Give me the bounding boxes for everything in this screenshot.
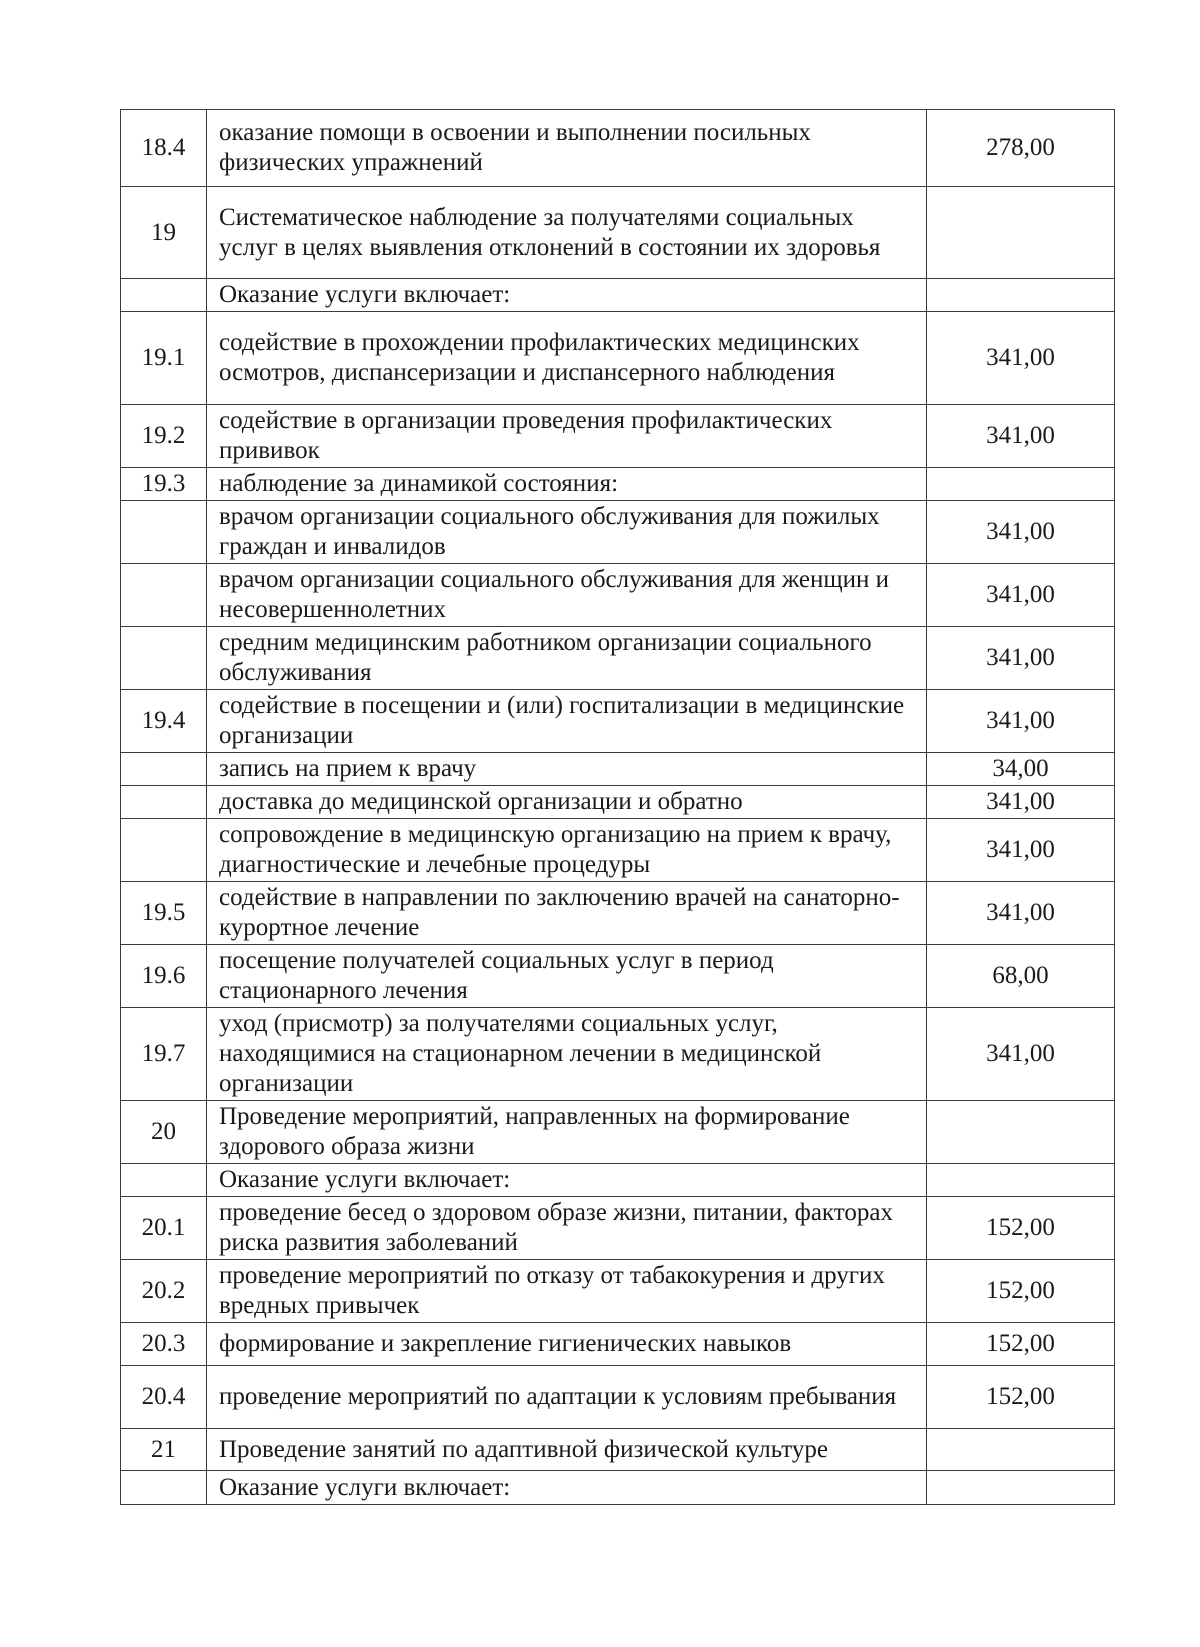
service-price: 341,00	[927, 405, 1115, 468]
service-description: Оказание услуги включает:	[207, 1471, 927, 1505]
table-row	[121, 312, 1115, 405]
services-price-table	[120, 109, 1115, 1505]
table-row	[121, 501, 1115, 564]
row-number	[121, 819, 207, 882]
service-description: оказание помощи в освоении и выполнении посильных физических упражнений	[207, 110, 927, 187]
service-price	[927, 1101, 1115, 1164]
row-number	[121, 627, 207, 690]
row-number	[121, 564, 207, 627]
service-description: содействие в прохождении профилактических медицинских осмотров, диспансеризации и диспансерного наблюдения	[207, 312, 927, 405]
row-number: 20	[121, 1101, 207, 1164]
table-row	[121, 882, 1115, 945]
table-row	[121, 1197, 1115, 1260]
row-number: 20.2	[121, 1260, 207, 1323]
table-row	[121, 690, 1115, 753]
row-number	[121, 279, 207, 312]
service-price	[927, 279, 1115, 312]
service-price: 278,00	[927, 110, 1115, 187]
table-row	[121, 1323, 1115, 1366]
service-price: 341,00	[927, 786, 1115, 819]
service-description: посещение получателей социальных услуг в период стационарного лечения	[207, 945, 927, 1008]
row-number	[121, 1164, 207, 1197]
service-description: содействие в направлении по заключению врачей на санаторно-курортное лечение	[207, 882, 927, 945]
service-description: сопровождение в медицинскую организацию на прием к врачу, диагностические и лечебные процедуры	[207, 819, 927, 882]
table-row	[121, 564, 1115, 627]
table-row	[121, 1101, 1115, 1164]
table-row	[121, 1366, 1115, 1429]
table-row	[121, 187, 1115, 279]
row-number: 19.1	[121, 312, 207, 405]
table-row	[121, 1260, 1115, 1323]
row-number: 21	[121, 1429, 207, 1471]
service-description: формирование и закрепление гигиенических навыков	[207, 1323, 927, 1366]
service-price: 341,00	[927, 501, 1115, 564]
service-price: 34,00	[927, 753, 1115, 786]
table-row	[121, 1471, 1115, 1505]
service-price: 341,00	[927, 819, 1115, 882]
row-number	[121, 786, 207, 819]
service-description: Систематическое наблюдение за получателями социальных услуг в целях выявления отклонений в состоянии их здоровья	[207, 187, 927, 279]
row-number	[121, 1471, 207, 1505]
table-body	[121, 110, 1115, 1505]
table-row	[121, 627, 1115, 690]
service-description: Проведение мероприятий, направленных на формирование здорового образа жизни	[207, 1101, 927, 1164]
service-description: Оказание услуги включает:	[207, 1164, 927, 1197]
row-number: 19.2	[121, 405, 207, 468]
service-description: Оказание услуги включает:	[207, 279, 927, 312]
service-price	[927, 468, 1115, 501]
row-number: 19	[121, 187, 207, 279]
row-number: 19.6	[121, 945, 207, 1008]
row-number: 19.4	[121, 690, 207, 753]
service-price	[927, 187, 1115, 279]
service-description: доставка до медицинской организации и обратно	[207, 786, 927, 819]
service-description: Проведение занятий по адаптивной физической культуре	[207, 1429, 927, 1471]
table-row	[121, 110, 1115, 187]
service-description: содействие в посещении и (или) госпитализации в медицинские организации	[207, 690, 927, 753]
service-price	[927, 1429, 1115, 1471]
row-number	[121, 753, 207, 786]
row-number: 18.4	[121, 110, 207, 187]
table-row	[121, 753, 1115, 786]
table-row	[121, 468, 1115, 501]
service-description: врачом организации социального обслуживания для пожилых граждан и инвалидов	[207, 501, 927, 564]
service-price: 341,00	[927, 1008, 1115, 1101]
service-price: 152,00	[927, 1260, 1115, 1323]
service-price: 152,00	[927, 1197, 1115, 1260]
service-description: наблюдение за динамикой состояния:	[207, 468, 927, 501]
service-description: проведение бесед о здоровом образе жизни, питании, факторах риска развития заболеваний	[207, 1197, 927, 1260]
service-description: проведение мероприятий по отказу от табакокурения и других вредных привычек	[207, 1260, 927, 1323]
service-price: 341,00	[927, 690, 1115, 753]
row-number: 20.4	[121, 1366, 207, 1429]
service-price: 341,00	[927, 882, 1115, 945]
service-price: 341,00	[927, 312, 1115, 405]
table-row	[121, 1429, 1115, 1471]
service-description: проведение мероприятий по адаптации к условиям пребывания	[207, 1366, 927, 1429]
row-number: 19.7	[121, 1008, 207, 1101]
service-price: 341,00	[927, 627, 1115, 690]
service-description: средним медицинским работником организации социального обслуживания	[207, 627, 927, 690]
row-number: 20.1	[121, 1197, 207, 1260]
service-description: уход (присмотр) за получателями социальных услуг, находящимися на стационарном лечении в медицинской организации	[207, 1008, 927, 1101]
service-price	[927, 1164, 1115, 1197]
service-price	[927, 1471, 1115, 1505]
table-row	[121, 1008, 1115, 1101]
service-description: врачом организации социального обслуживания для женщин и несовершеннолетних	[207, 564, 927, 627]
row-number: 19.5	[121, 882, 207, 945]
table-row	[121, 819, 1115, 882]
table-row	[121, 786, 1115, 819]
service-price: 341,00	[927, 564, 1115, 627]
row-number: 20.3	[121, 1323, 207, 1366]
row-number: 19.3	[121, 468, 207, 501]
row-number	[121, 501, 207, 564]
service-price: 152,00	[927, 1323, 1115, 1366]
service-price: 152,00	[927, 1366, 1115, 1429]
service-price: 68,00	[927, 945, 1115, 1008]
table-row	[121, 279, 1115, 312]
service-description: запись на прием к врачу	[207, 753, 927, 786]
table-row	[121, 1164, 1115, 1197]
table-row	[121, 405, 1115, 468]
table-row	[121, 945, 1115, 1008]
service-description: содействие в организации проведения профилактических прививок	[207, 405, 927, 468]
